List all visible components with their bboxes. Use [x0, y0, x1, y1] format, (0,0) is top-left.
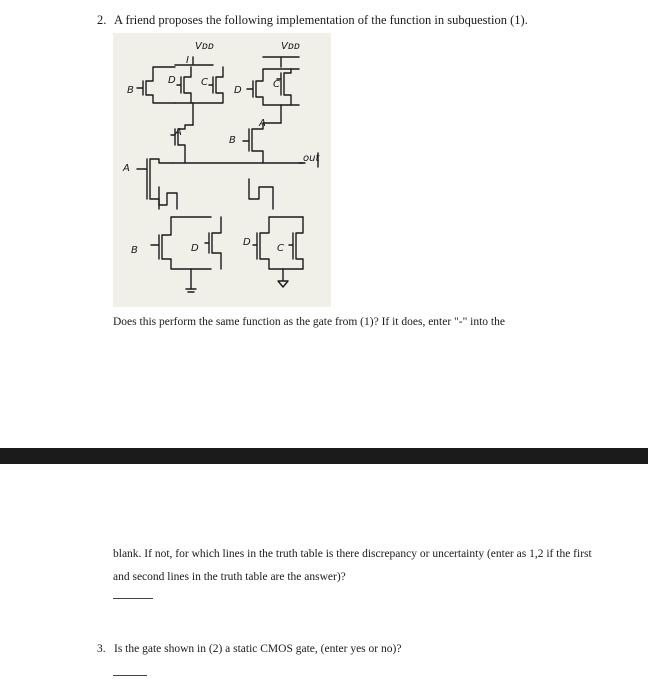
- c-bottom-label: C: [277, 243, 284, 254]
- ground-left: [186, 269, 196, 292]
- c-top-label: C: [201, 77, 208, 88]
- question-3: [97, 643, 401, 655]
- pmos-c-left: [175, 67, 223, 103]
- nmos-c: [289, 217, 303, 269]
- question-2: [97, 13, 528, 28]
- a-input-label: A: [123, 163, 130, 174]
- current-label: I: [186, 55, 189, 66]
- nmos-mid-left: [159, 187, 177, 209]
- answer-blank-q3[interactable]: [113, 675, 147, 676]
- c-top-right-label: C: [273, 79, 280, 90]
- pmos-b-mid: [243, 123, 281, 163]
- vdd-right-rail: [263, 57, 299, 67]
- vdd-right-label: Vᴅᴅ: [281, 41, 300, 52]
- d-bottom-right-label: D: [243, 237, 251, 248]
- ground-right: [278, 269, 288, 287]
- b-mid-label: B: [229, 135, 236, 146]
- nmos-mid-right: [249, 179, 273, 209]
- nmos-b: [151, 217, 211, 269]
- question-2-prompt: Does this perform the same function as the gate from (1)? If it does, enter "-" into the: [113, 316, 505, 328]
- d-top-label: D: [168, 75, 176, 86]
- vdd-left-label: Vᴅᴅ: [195, 41, 214, 52]
- answer-blank-q2[interactable]: [113, 598, 153, 599]
- b-bottom-label: B: [131, 245, 138, 256]
- question-3-number: 3.: [97, 643, 106, 655]
- vdd-left-rail: [175, 57, 213, 65]
- pmos-a: [171, 125, 193, 163]
- circuit-sketch: [113, 33, 331, 307]
- question-2-number: 2.: [97, 13, 107, 27]
- b-top-label: B: [127, 85, 134, 96]
- pmos-d: [177, 67, 191, 103]
- question-2-text: A friend proposes the following implementation of the function in subquestion (1).: [114, 13, 528, 27]
- d-top-right-label: D: [234, 85, 242, 96]
- page-divider-bar: [0, 448, 648, 464]
- circuit-schematic: [113, 33, 331, 307]
- a-mid-label: A: [175, 127, 182, 138]
- nmos-d: [205, 217, 221, 269]
- question-2-instructions: blank. If not, for which lines in the truth table is there discrepancy or uncertainty (enter as 1,2 if the first and second lines in the truth table are the answer)?: [113, 548, 592, 583]
- out-label: out: [303, 153, 320, 164]
- d-bottom-label: D: [191, 243, 199, 254]
- question-3-text: Is the gate shown in (2) a static CMOS gate, (enter yes or no)?: [114, 643, 402, 655]
- a-side-label: A: [259, 118, 266, 129]
